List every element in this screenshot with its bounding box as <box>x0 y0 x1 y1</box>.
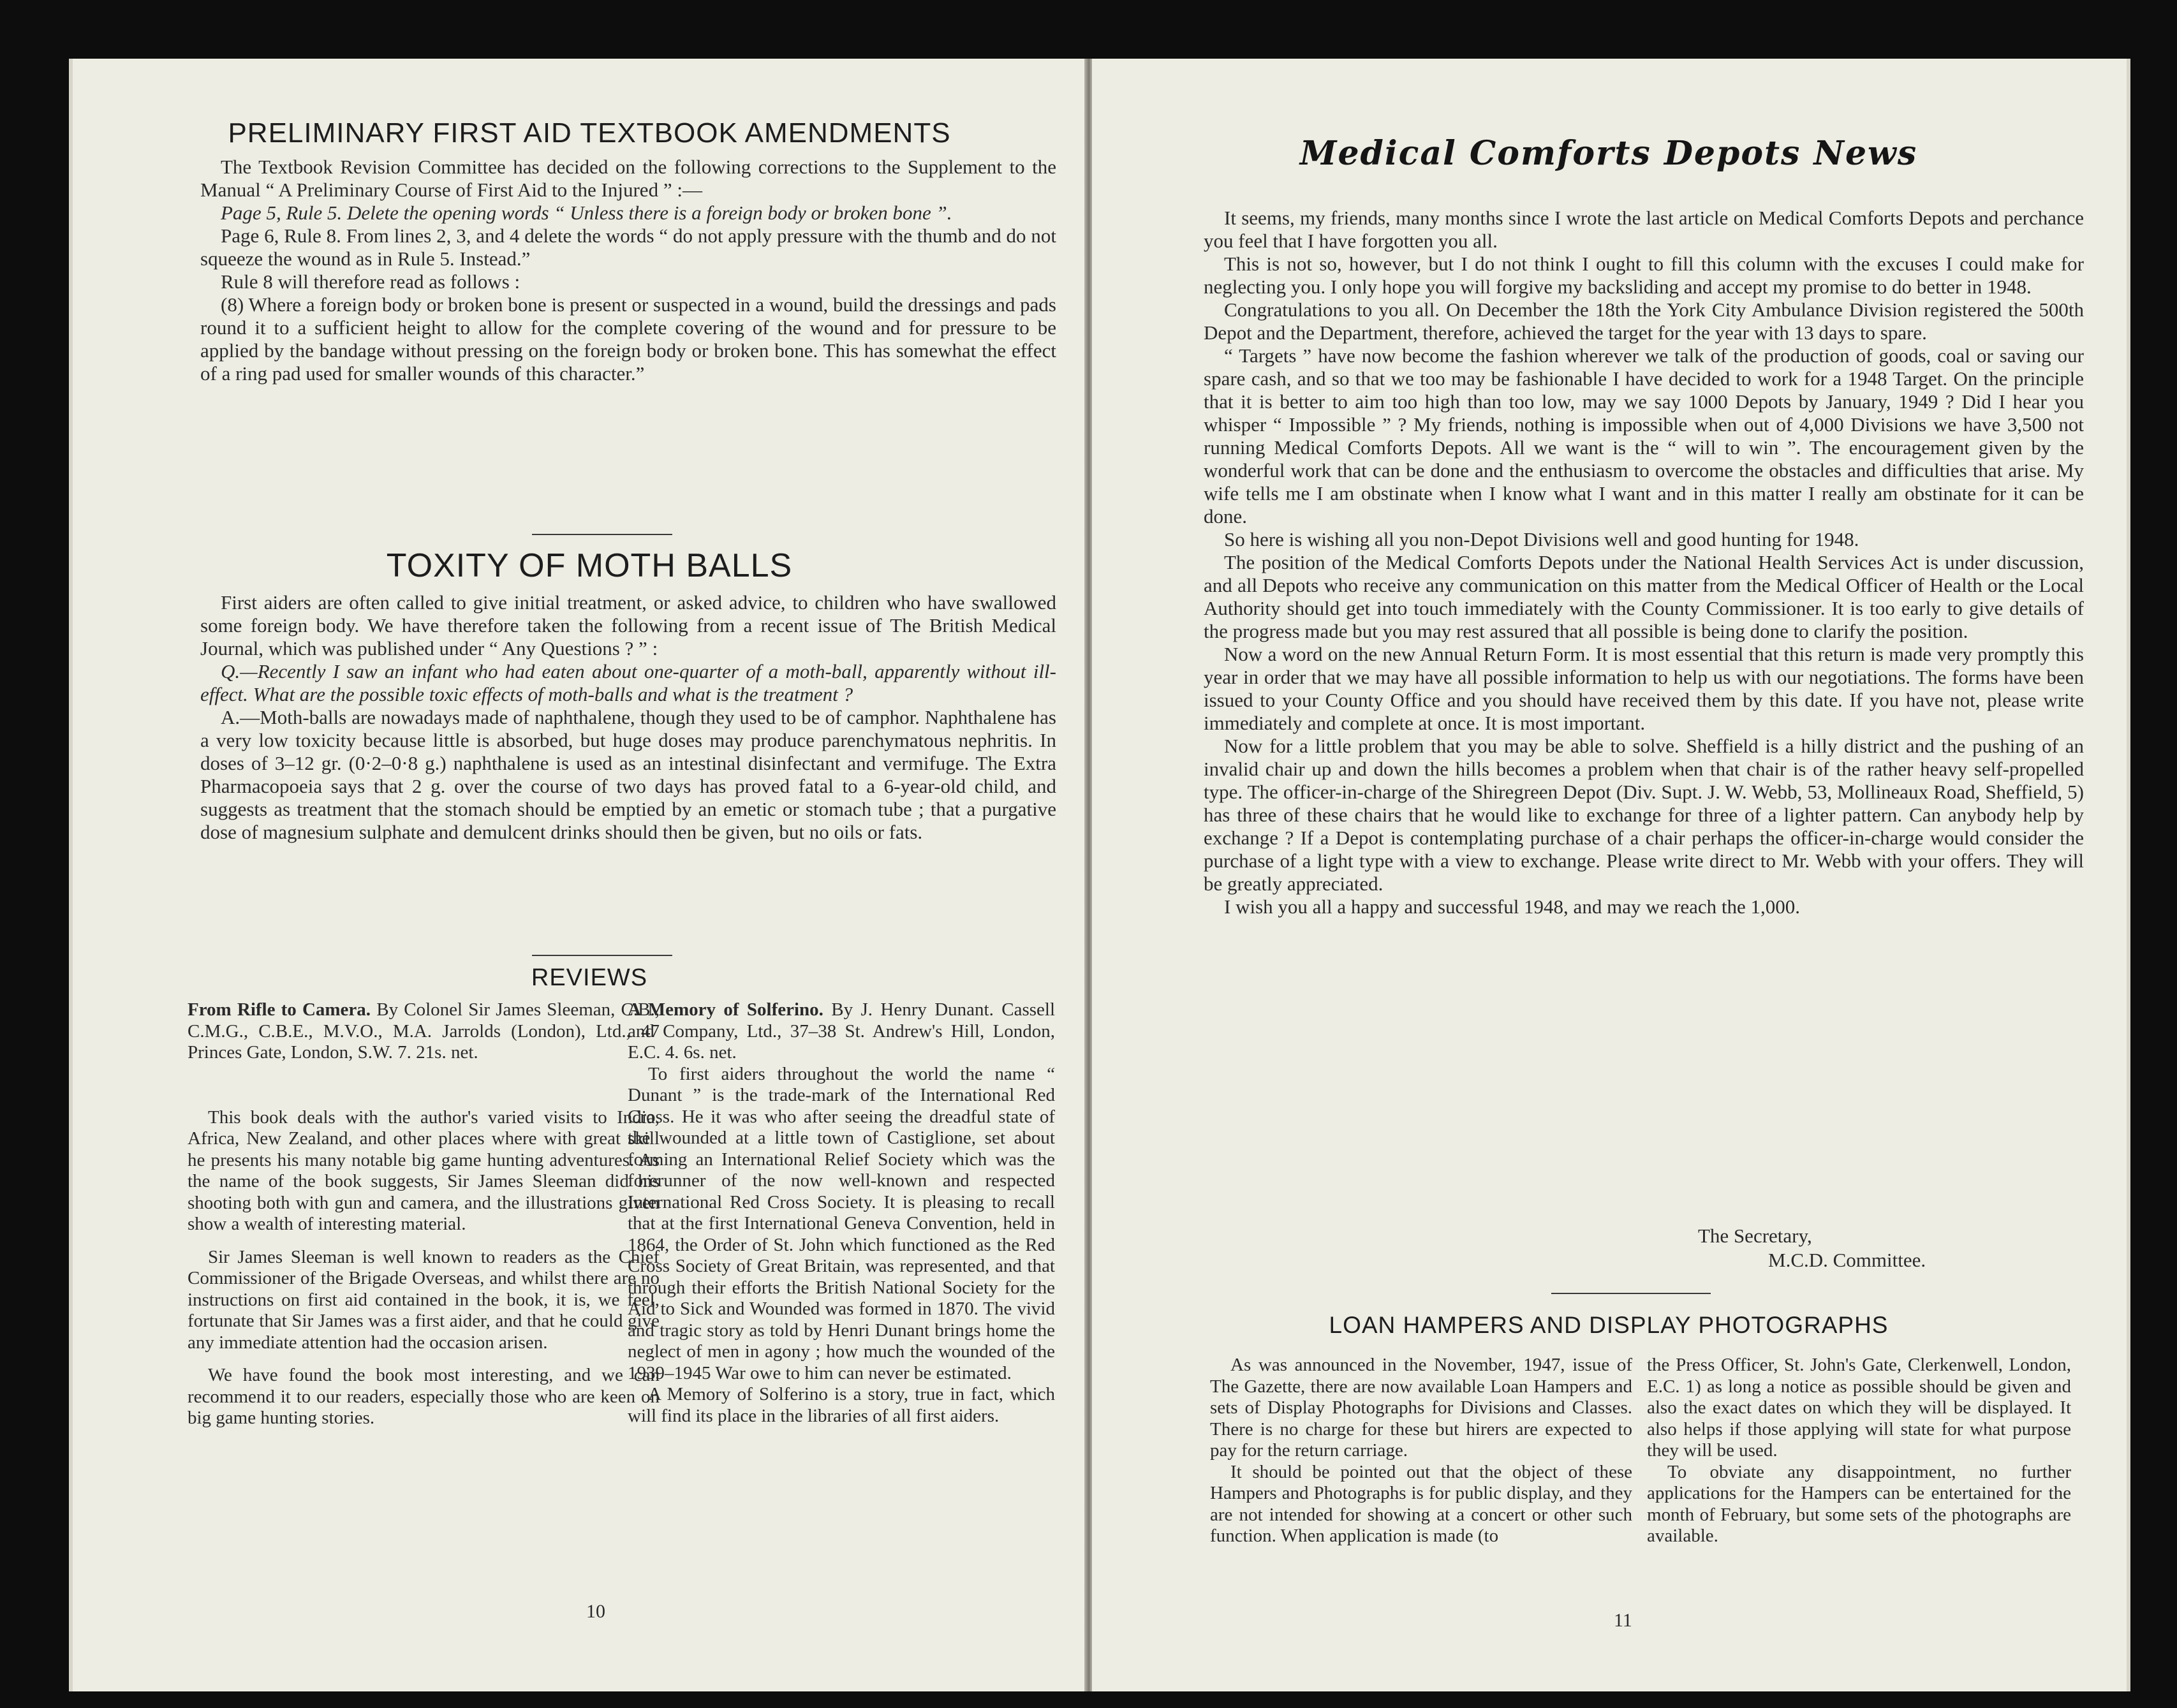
left-page <box>69 59 1086 1691</box>
right-page <box>1092 59 2130 1691</box>
signoff-committee: M.C.D. Committee. <box>1768 1249 1926 1271</box>
loan-column-1 <box>1210 1355 1632 1547</box>
review-2-paragraph: To first aiders throughout the world the name “ Dunant ” is the trade-mark of the International Red Cross. He it was who after seeing the dreadful state of the wounded at a little town of Castiglione, set about forming an International Relief Society which was the forerunner of the now well-known and respected International Red Cross Society. It is pleasing to recall that at the first International Geneva Convention, held in 1864, the Order of St. John which functioned as the Red Cross Society of Great Britain, was represented, and that through their efforts the British National Society for the Aid to Sick and Wounded was formed in 1870. The vivid and tragic story as told by Henri Dunant brings home the neglect of men in agony ; how much the wounded of the 1939–1945 War owe to him can never be estimated. <box>628 1063 1055 1383</box>
moth-balls-paragraph: First aiders are often called to give initial treatment, or asked advice, to children who have swallowed some foreign body. We have therefore taken the following from a recent issue of The British Medical Journal, which was published under “ Any Questions ? ” : <box>200 591 1056 659</box>
news-paragraph: I wish you all a happy and successful 1948, and may we reach the 1,000. <box>1224 895 1801 918</box>
news-paragraph: Now a word on the new Annual Return Form. It is most essential that this return is made very promptly this year in order that we may have all possible information to help us with our negotiations. The forms have been issued to your County Office and you should have received them by this date. If you have not, please write immediately and complete at once. It is most important. <box>1204 643 2084 734</box>
review-1-paragraph: This book deals with the author's varied visits to India, Africa, New Zealand, and other places where with great skill he presents his many notable big game hunting adventures. As the name of the book suggests, Sir James Sleeman did his shooting both with gun and camera, and the illustrations given show a wealth of interesting material. <box>188 1107 660 1234</box>
amendments-paragraph: (8) Where a foreign body or broken bone is present or suspected in a wound, build the dressings and pads round it to a sufficient height to allow for the complete covering of the wound and for pressure to be applied by the bandage without pressing on the foreign body or broken bone. This has somewhat the effect of a ring pad used for smaller wounds of this character.” <box>200 293 1056 385</box>
news-paragraph: So here is wishing all you non-Depot Divisions well and good hunting for 1948. <box>1224 528 1859 550</box>
section-divider <box>1551 1293 1711 1294</box>
amendments-title: PRELIMINARY FIRST AID TEXTBOOK AMENDMENTS <box>228 117 951 149</box>
news-paragraph: Now for a little problem that you may be able to solve. Sheffield is a hilly district and the pushing of an invalid chair up and down the hills becomes a problem when that chair is of the rather heavy self-propelled type. The officer-in-charge of the Shiregreen Depot (Div. Supt. J. W. Webb, 53, Mollineaux Road, Sheffield, 5) has three of these chairs that he would like to exchange for three of a lighter pattern. Can anybody help by exchange ? If a Depot is contemplating purchase of a chair perhaps the officer-in-charge would consider the purchase of a light type with a view to exchange. Please write direct to Mr. Webb with your offers. They will be greatly appreciated. <box>1204 735 2084 895</box>
news-paragraph: It seems, my friends, many months since I wrote the last article on Medical Comforts Depots and perchance you feel that I have forgotten you all. <box>1204 207 2084 252</box>
page-number-left: 10 <box>586 1601 605 1622</box>
moth-balls-title: TOXITY OF MOTH BALLS <box>386 547 793 584</box>
loan-paragraph: To obviate any disappointment, no further applications for the Hampers can be entertained for the month of February, but some sets of the photographs are available. <box>1647 1461 2071 1546</box>
review-column-2 <box>628 999 1055 1427</box>
review-1-title: From Rifle to Camera. <box>188 999 371 1020</box>
page-number-right: 11 <box>1614 1610 1632 1631</box>
news-paragraph: This is not so, however, but I do not think I ought to fill this column with the excuses I could make for neglecting you. I only hope you will forgive my backsliding and accept my promise to do better in 1948. <box>1204 253 2084 298</box>
news-masthead: Medical Comforts Depots News <box>1299 134 1918 173</box>
section-divider <box>532 534 672 535</box>
signoff-secretary: The Secretary, <box>1698 1225 1812 1247</box>
news-paragraph: Congratulations to you all. On December the 18th the York City Ambulance Division registered the 500th Depot and the Department, therefore, achieved the target for the year with 13 days to spare. <box>1204 298 2084 344</box>
reviews-title: REVIEWS <box>531 964 648 991</box>
news-paragraph: The position of the Medical Comforts Depots under the National Health Services Act is under discussion, and all Depots who receive any communication on this matter from the Medical Officer of Health or the Local Authority should get into touch immediately with the County Commissioner. It is too early to give details of the progress made but you may rest assured that all possible is being done to clarify the position. <box>1204 551 2084 642</box>
news-paragraph: “ Targets ” have now become the fashion wherever we talk of the production of goods, coal or saving our spare cash, and so that we too may be fashionable I have decided to work for a 1948 Target. On the principle that it is better to aim too high than too low, may we say 1000 Depots by January, 1949 ? Did I hear you whisper “ Impossible ” ? My friends, nothing is impossible when out of 4,000 Divisions we have 3,500 not running Medical Comforts Depots. All we want is the “ will to win ”. The encouragement given by the wonderful work that can be done and the enthusiasm to overcome the obstacles and difficulties that arise. My wife tells me I am obstinate when I know what I want and in this matter I really am obstinate for it can be done. <box>1204 344 2084 527</box>
review-2-byline: By J. Henry Dunant. Cassell and Company, Ltd., 37–38 St. Andrew's Hill, London, E.C. 4. 6s. net. <box>628 999 1056 1063</box>
moth-balls-paragraph: Q.—Recently I saw an infant who had eaten about one-quarter of a moth-ball, apparently without ill-effect. What are the possible toxic effects of moth-balls and what is the treatment ? <box>200 660 1056 705</box>
amendments-paragraph: Page 6, Rule 8. From lines 2, 3, and 4 delete the words “ do not apply pressure with the thumb and do not squeeze the wound as in Rule 5. Instead.” <box>200 225 1056 270</box>
moth-balls-paragraph: A.—Moth-balls are nowadays made of naphthalene, though they used to be of camphor. Naphthalene has a very low toxicity because little is absorbed, but huge doses may produce parenchymatous nephritis. In doses of 3–12 gr. (0·2–0·8 g.) naphthalene is used as an intestinal disinfectant and vermifuge. The Extra Pharmacopoeia says that 2 g. over the course of two days has proved fatal to a 6-year-old child, and suggests as treatment that the stomach should be emptied by an emetic or stomach tube ; that a purgative dose of magnesium sulphate and demulcent drinks should then be given, but no oils or fats. <box>200 706 1056 843</box>
review-column-1 <box>188 999 660 1429</box>
amendments-body <box>200 156 1056 385</box>
loan-paragraph: the Press Officer, St. John's Gate, Clerkenwell, London, E.C. 1) as long a notice as possible should be given and also the exact dates on which they will be displayed. It also helps if those applying will state for what purpose they will be used. <box>1647 1355 2071 1461</box>
review-2-paragraph: A Memory of Solferino is a story, true in fact, which will find its place in the libraries of all first aiders. <box>628 1384 1055 1426</box>
section-divider <box>532 955 672 956</box>
amendments-paragraph: Rule 8 will therefore read as follows : <box>221 270 520 293</box>
amendments-paragraph: Page 5, Rule 5. Delete the opening words “ Unless there is a foreign body or broken bone ”. <box>221 202 952 224</box>
review-1-paragraph: Sir James Sleeman is well known to readers as the Chief Commissioner of the Brigade Overseas, and whilst there are no instructions on first aid contained in the book, it is, we feel, fortunate that Sir James was a first aider, and that he could give any immediate attention had the occasion arisen. <box>188 1246 660 1353</box>
loan-paragraph: As was announced in the November, 1947, issue of The Gazette, there are now available Loan Hampers and sets of Display Photographs for Divisions and Classes. There is no charge for these but hirers are expected to pay for the return carriage. <box>1210 1355 1632 1461</box>
loan-hampers-title: LOAN HAMPERS AND DISPLAY PHOTOGRAPHS <box>1329 1312 1889 1338</box>
amendments-paragraph: The Textbook Revision Committee has decided on the following corrections to the Supplement to the Manual “ A Preliminary Course of First Aid to the Injured ” :— <box>200 156 1056 201</box>
review-1-paragraph: We have found the book most interesting, and we can recommend it to our readers, especially those who are keen on big game hunting stories. <box>188 1365 660 1428</box>
review-1-byline: By Colonel Sir James Sleeman, C.B., C.M.G., C.B.E., M.V.O., M.A. Jarrolds (London), Ltd., 47 Princes Gate, London, S.W. 7. 21s. net. <box>188 999 660 1063</box>
loan-paragraph: It should be pointed out that the object of these Hampers and Photographs is for public display, and they are not intended for showing at a concert or other such function. When application is made (to <box>1210 1461 1632 1546</box>
moth-balls-body <box>200 591 1056 844</box>
loan-column-2 <box>1647 1355 2071 1547</box>
review-2-title: A Memory of Solferino. <box>628 999 823 1020</box>
depots-news-body <box>1204 207 2084 918</box>
